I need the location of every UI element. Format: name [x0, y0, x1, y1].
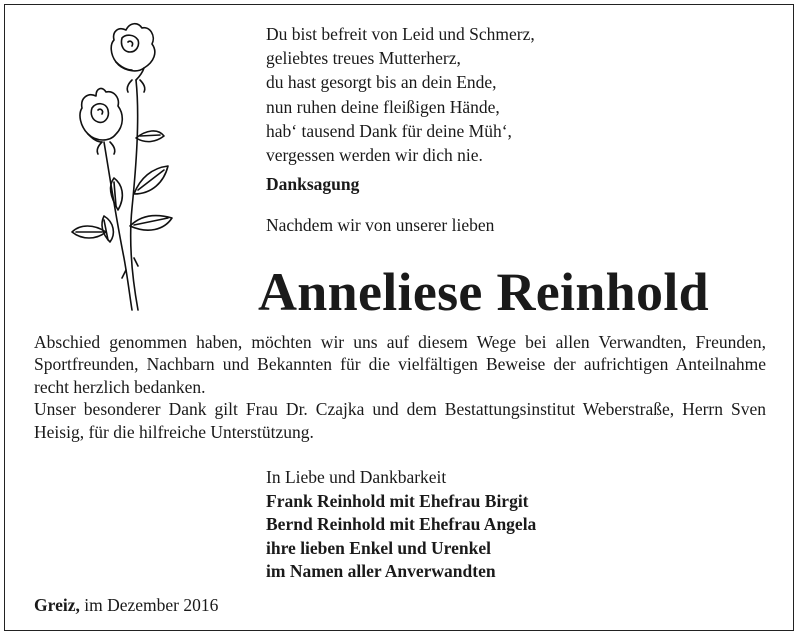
rose-icon	[66, 18, 186, 318]
deceased-name: Anneliese Reinhold	[258, 262, 709, 322]
body-paragraph: Abschied genommen haben, möchten wir uns auf diesem Wege bei allen Verwandten, Freunden, Sportfreunden, Nachbarn und Bekannten für die vielfältigen Beweise der aufrichtigen Anteilnahme recht herzlich bedanken.	[34, 332, 766, 397]
body-text	[34, 331, 766, 443]
closing-line: In Liebe und Dankbarkeit	[266, 467, 447, 487]
signer-line: ihre lieben Enkel und Urenkel	[266, 537, 491, 558]
signer-line: Frank Reinhold mit Ehefrau Birgit	[266, 490, 529, 511]
notice-heading: Danksagung	[266, 174, 360, 194]
poem-line: hab‘ tausend Dank für deine Müh‘,	[266, 120, 512, 141]
footer	[34, 595, 218, 616]
signoff	[266, 466, 536, 584]
body-paragraph: Unser besonderer Dank gilt Frau Dr. Czajka und dem Bestattungsinstitut Weberstraße, Herrn Sven Heisig, für die hilfreiche Unterstützung.	[34, 399, 766, 442]
poem-line: geliebtes treues Mutterherz,	[266, 48, 461, 69]
poem	[266, 22, 535, 167]
footer-place: Greiz,	[34, 595, 80, 615]
poem-line: vergessen werden wir dich nie.	[266, 145, 483, 166]
intro-line: Nachdem wir von unserer lieben	[266, 215, 495, 235]
signer-line: im Namen aller Anverwandten	[266, 561, 496, 582]
poem-line: Du bist befreit von Leid und Schmerz,	[266, 24, 535, 44]
poem-line: du hast gesorgt bis an dein Ende,	[266, 72, 497, 93]
footer-date: im Dezember 2016	[84, 595, 219, 615]
signer-line: Bernd Reinhold mit Ehefrau Angela	[266, 514, 537, 535]
poem-line: nun ruhen deine fleißigen Hände,	[266, 96, 500, 117]
